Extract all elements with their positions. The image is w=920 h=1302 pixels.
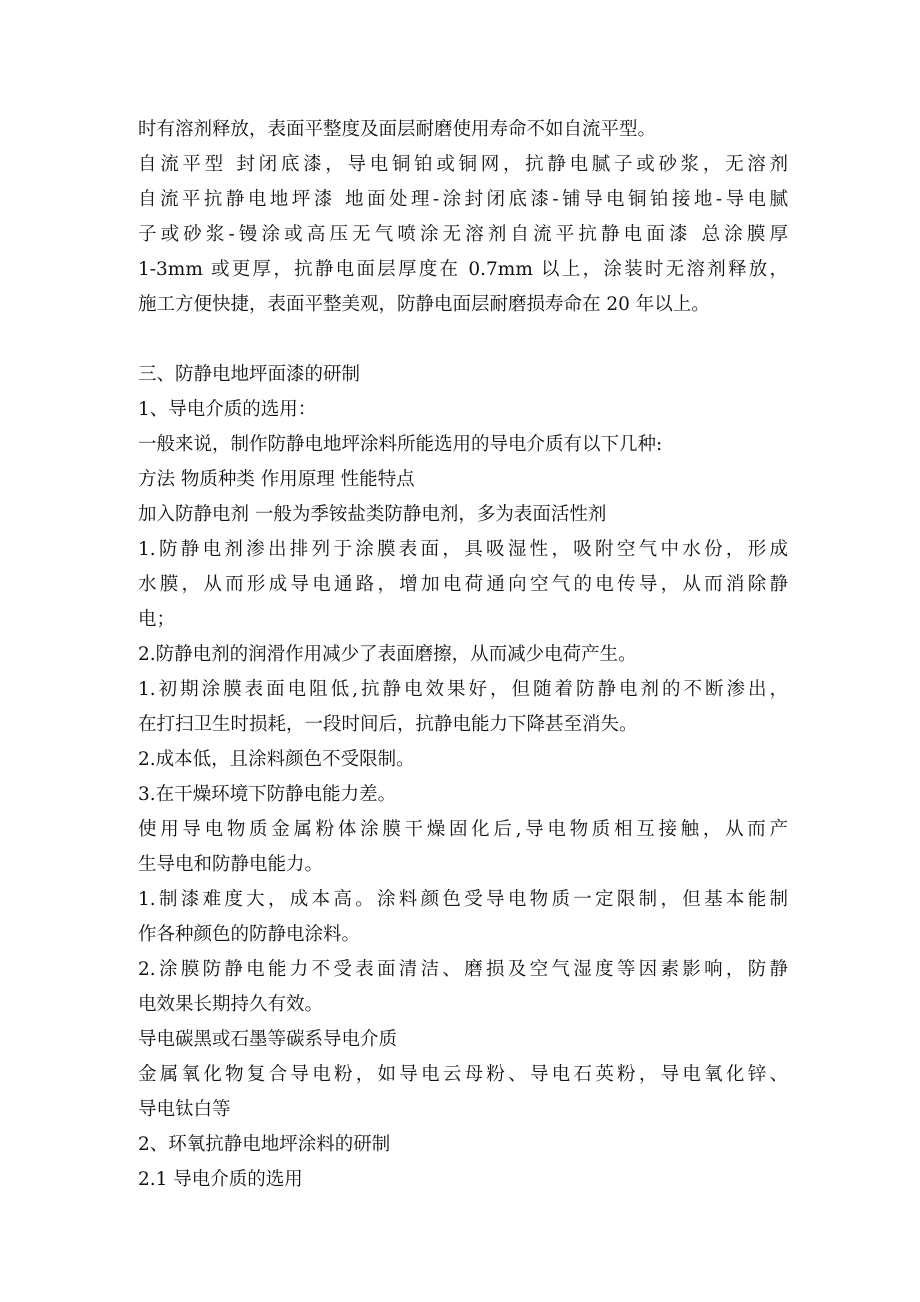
paragraph-line: 水膜，从而形成导电通路，增加电荷通向空气的电传导，从而消除静 xyxy=(138,574,788,595)
paragraph-line: 电； xyxy=(138,609,176,630)
blank-line xyxy=(138,322,788,357)
paragraph-line: 一般来说，制作防静电地坪涂料所能选用的导电介质有以下几种: xyxy=(138,434,663,455)
paragraph-line: 子或砂浆-镘涂或高压无气喷涂无溶剂自流平抗静电面漆 总涂膜厚 xyxy=(138,224,788,245)
paragraph-line: 导电钛白等 xyxy=(138,1099,231,1120)
paragraph-line: 自流平型 封闭底漆，导电铜铂或铜网，抗静电腻子或砂浆，无溶剂 xyxy=(138,154,788,175)
table-header-line: 方法 物质种类 作用原理 性能特点 xyxy=(138,469,415,490)
paragraph-line: 加入防静电剂 一般为季铵盐类防静电剂，多为表面活性剂 xyxy=(138,504,607,525)
document-body xyxy=(138,112,788,1197)
paragraph-line: 1-3mm 或更厚，抗静电面层厚度在 0.7mm 以上，涂装时无溶剂释放， xyxy=(138,259,788,280)
paragraph-line: 电效果长期持久有效。 xyxy=(138,994,324,1015)
paragraph-line: 施工方便快捷，表面平整美观，防静电面层耐磨损寿命在 20 年以上。 xyxy=(138,294,710,315)
section-heading: 三、防静电地坪面漆的研制 xyxy=(138,364,361,385)
paragraph-line: 2.防静电剂的润滑作用减少了表面磨擦，从而减少电荷产生。 xyxy=(138,644,637,665)
subsection-heading: 2.1 导电介质的选用 xyxy=(138,1169,303,1190)
subsection-heading: 2、环氧抗静电地坪涂料的研制 xyxy=(138,1134,391,1155)
paragraph-line: 使用导电物质金属粉体涂膜干燥固化后,导电物质相互接触，从而产 xyxy=(138,819,788,840)
paragraph-line: 时有溶剂释放，表面平整度及面层耐磨使用寿命不如自流平型。 xyxy=(138,119,657,140)
paragraph-line: 3.在干燥环境下防静电能力差。 xyxy=(138,784,397,805)
paragraph-line: 1.制漆难度大，成本高。涂料颜色受导电物质一定限制，但基本能制 xyxy=(138,889,788,910)
paragraph-line: 作各种颜色的防静电涂料。 xyxy=(138,924,361,945)
subsection-heading: 1、导电介质的选用： xyxy=(138,399,317,420)
paragraph-line: 在打扫卫生时损耗，一段时间后，抗静电能力下降甚至消失。 xyxy=(138,714,638,735)
paragraph-line: 1.防静电剂渗出排列于涂膜表面，具吸湿性，吸附空气中水份，形成 xyxy=(138,539,788,560)
paragraph-line: 2.成本低，且涂料颜色不受限制。 xyxy=(138,749,415,770)
paragraph-line: 1.初期涂膜表面电阻低,抗静电效果好，但随着防静电剂的不断渗出， xyxy=(138,679,788,700)
paragraph-line: 自流平抗静电地坪漆 地面处理-涂封闭底漆-铺导电铜铂接地-导电腻 xyxy=(138,189,788,210)
paragraph-line: 2.涂膜防静电能力不受表面清洁、磨损及空气湿度等因素影响，防静 xyxy=(138,959,788,980)
paragraph-line: 金属氧化物复合导电粉，如导电云母粉、导电石英粉，导电氧化锌、 xyxy=(138,1064,788,1085)
paragraph-line: 导电碳黑或石墨等碳系导电介质 xyxy=(138,1029,398,1050)
paragraph-line: 生导电和防静电能力。 xyxy=(138,854,324,875)
